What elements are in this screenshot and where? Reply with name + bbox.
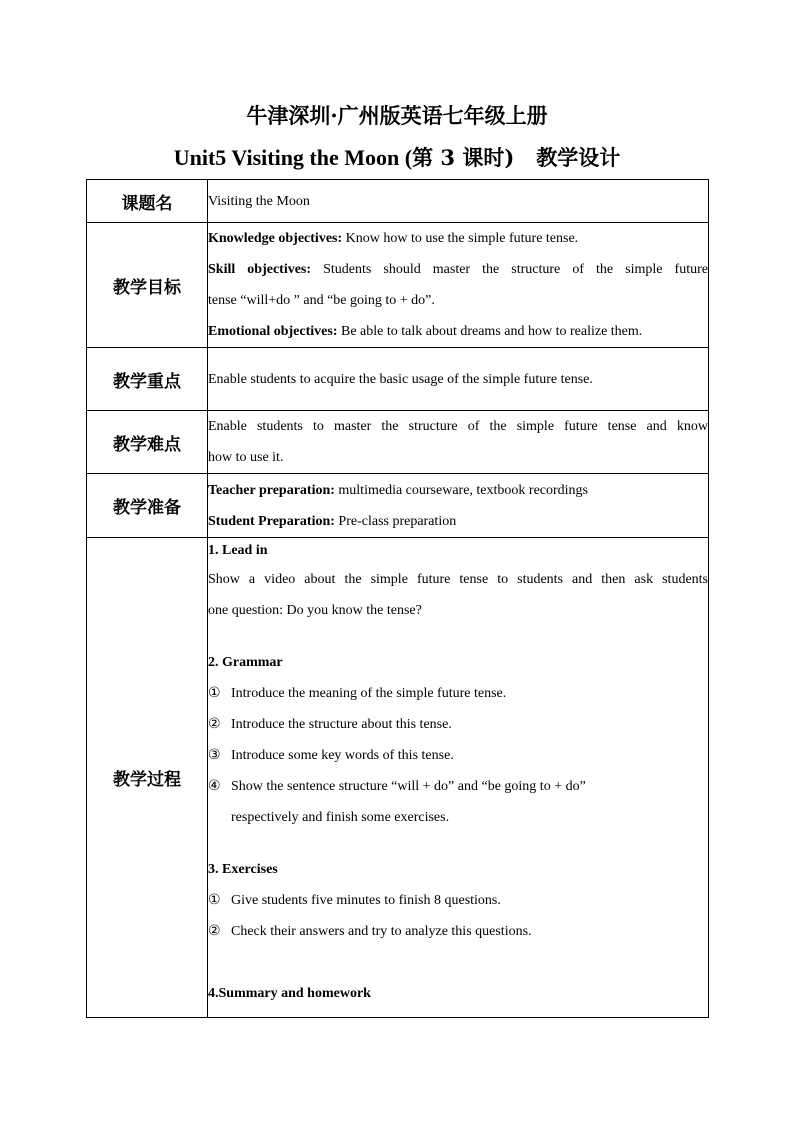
skill-key: Skill objectives: — [208, 262, 312, 277]
row-label-difficulties: 教学难点 — [87, 411, 208, 474]
row-content-objectives — [208, 223, 709, 348]
document-subtitle — [0, 145, 794, 171]
table-row-key-points — [87, 348, 709, 411]
subtitle-tail: 教学设计 — [536, 145, 621, 170]
subtitle-unit: Unit5 Visiting the Moon ( — [173, 145, 413, 170]
emotional-key: Emotional objectives: — [208, 324, 338, 339]
student-text: Pre-class preparation — [334, 513, 457, 529]
grammar-item-continuation: respectively and finish some exercises. — [231, 810, 450, 825]
row-content-difficulties — [208, 411, 709, 474]
lead-in-text-2: one question: Do you know the tense? — [208, 603, 422, 618]
teacher-key: Teacher preparation: — [208, 482, 335, 498]
emotional-text: Be able to talk about dreams and how to realize them. — [337, 324, 643, 339]
student-key: Student Preparation: — [208, 513, 335, 529]
key-points-text: Enable students to acquire the basic usage of the simple future tense. — [208, 371, 593, 387]
difficulties-text-1: Enable students to master the structure of the simple future tense and know — [208, 419, 708, 434]
exercise-item: ② Check their answers and try to analyze this questions. — [208, 923, 532, 939]
subtitle-lesson: 第 3 课时) — [412, 145, 515, 170]
knowledge-text: Know how to use the simple future tense. — [342, 231, 579, 246]
document-title: 牛津深圳·广州版英语七年级上册 — [246, 103, 548, 128]
grammar-item: ③ Introduce some key words of this tense. — [208, 747, 454, 763]
table-row-process — [87, 538, 709, 1018]
table-row-topic — [87, 180, 709, 223]
table-row-objectives — [87, 223, 709, 348]
summary-title: 4.Summary and homework — [208, 986, 371, 1001]
grammar-item: ② Introduce the structure about this tense. — [208, 716, 452, 732]
grammar-item: ① Introduce the meaning of the simple future tense. — [208, 685, 507, 701]
row-content-process — [208, 538, 709, 1018]
exercise-item: ① Give students five minutes to finish 8 questions. — [208, 892, 501, 908]
table-row-preparation — [87, 474, 709, 538]
grammar-item: ④ Show the sentence structure “will + do” and “be going to + do” — [208, 778, 586, 794]
knowledge-key: Knowledge objectives: — [208, 231, 343, 246]
row-content-topic — [208, 180, 709, 223]
lead-in-title: 1. Lead in — [208, 543, 268, 558]
table-row-difficulties — [87, 411, 709, 474]
row-label-topic: 课题名 — [87, 180, 208, 223]
lesson-plan-table — [86, 179, 709, 1018]
skill-text: Students should master the structure of the simple future — [311, 262, 708, 277]
row-content-preparation — [208, 474, 709, 538]
difficulties-text-2: how to use it. — [208, 450, 284, 465]
row-content-key-points — [208, 348, 709, 411]
lead-in-text-1: Show a video about the simple future tense to students and then ask students — [208, 572, 708, 587]
row-label-objectives: 教学目标 — [87, 223, 208, 348]
teacher-text: multimedia courseware, textbook recordings — [334, 482, 588, 498]
row-label-preparation: 教学准备 — [87, 474, 208, 538]
skill-text-2: tense “will+do ” and “be going to + do”. — [208, 293, 435, 308]
row-label-process: 教学过程 — [87, 538, 208, 1018]
exercises-title: 3. Exercises — [208, 862, 278, 877]
row-label-key-points: 教学重点 — [87, 348, 208, 411]
grammar-title: 2. Grammar — [208, 655, 283, 670]
topic-text: Visiting the Moon — [208, 193, 310, 209]
